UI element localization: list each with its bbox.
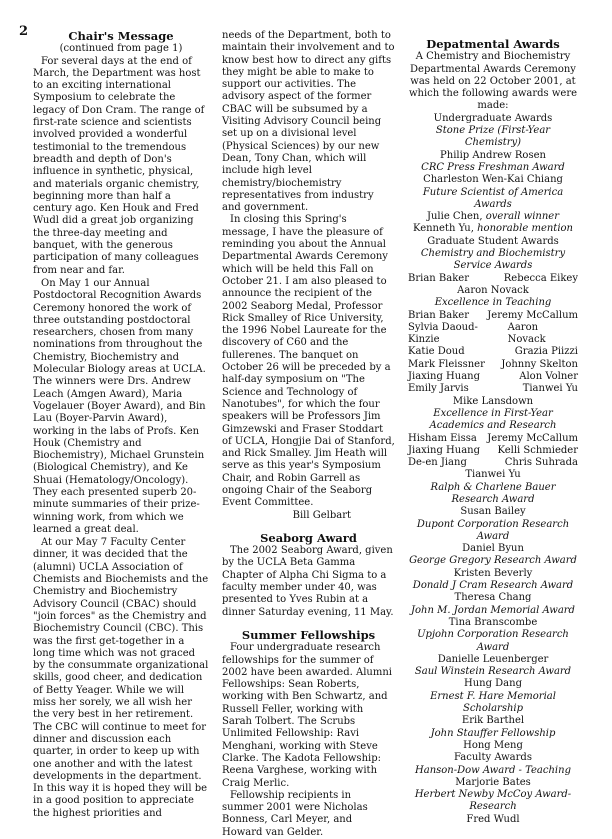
paragraph: For several days at the end of March, the Department was host to an exciting international Symposium to celebrate the legacy of Don Cram. The range of first-rate science and scientists involved provided a wonderful testimonial to the tremendous breadth and depth of Don's influence in synthetic, physical, and materials organic chemistry, beginning more than half a century ago. Ken Houk and Fred Wudl did a great job organizing the three-day meeting and banquet, with the generous participation of many colleagues from near and far. bbox=[33, 55, 205, 276]
recipient-left: Emily Jarvis bbox=[408, 383, 469, 395]
paragraph: needs of the Department, both to maintain their involvement and to know best how to direct any gifts they might be able to make to support our activities. The advisory aspect of the former CBAC will be subsumed by a Visiting Advisory Council being set up on a divisional level (Physical Sciences) by our new Dean, Tony Chan, which will include high level chemistry/biochemistry representatives from industry and government. bbox=[222, 30, 395, 214]
recipient-row bbox=[408, 383, 578, 395]
award-recipient: Susan Bailey bbox=[460, 506, 526, 518]
recipient-right: Chris Suhrada bbox=[504, 457, 578, 469]
awards-heading: Depatmental Awards bbox=[426, 37, 560, 51]
award-title: Excellence in Teaching bbox=[434, 297, 552, 309]
page-number: 2 bbox=[19, 24, 29, 39]
award-title: John M. Jordan Memorial Award bbox=[411, 604, 575, 616]
award-title: CRC Press Freshman Award bbox=[421, 161, 565, 173]
paragraph: Fellowship recipients in summer 2001 were Nicholas Bonness, Carl Meyer, and Howard van Gelder. bbox=[222, 789, 368, 838]
recipient-right: Aaron Novack bbox=[507, 321, 546, 346]
awards-intro: A Chemistry and Biochemistry Departmental Awards Ceremony was held on 22 October 2001, at which the following awards were made: bbox=[408, 51, 578, 112]
recipient-left: Brian Baker bbox=[408, 309, 469, 321]
award-recipient: Hung Dang bbox=[463, 678, 522, 690]
recipient-name: Julie Chen, bbox=[426, 211, 483, 223]
recipient-right: Johnny Skelton bbox=[501, 358, 578, 370]
recipient-row bbox=[408, 346, 578, 358]
recipient-row bbox=[408, 310, 578, 322]
recipient-row bbox=[408, 457, 578, 469]
recipient-right: Jeremy McCallum bbox=[487, 432, 578, 444]
paragraph: At our May 7 Faculty Center dinner, it was decided that the (alumni) UCLA Association of Chemists and Biochemists and the Chemistry and Biochemistry Advisory Council (CBAC) should "join forces" as the Chemistry and Biochemistry Council (CBC). This was the first get-together in a long time which was not graced by the consummate organizational skills, good cheer, and dedication of Betty Yeager. While we will miss her sorely, we all wish her the very best in her retirement. The CBC will continue to meet for dinner and discussion each quarter, in order to keep up with one another and with the latest developments in the department. In this way it is hoped they will be in a good position to appreciate the highest priorities and bbox=[33, 537, 209, 819]
recipient-name: Kenneth Yu, bbox=[413, 223, 474, 235]
recipient-row bbox=[408, 322, 578, 347]
award-recipient: Marjorie Bates bbox=[455, 776, 531, 788]
award-recipient: Hong Meng bbox=[463, 739, 523, 751]
undergrad-heading: Undergraduate Awards bbox=[433, 112, 553, 124]
column-middle bbox=[222, 30, 395, 839]
award-recipient: Erik Barthel bbox=[461, 715, 525, 727]
recipient-row bbox=[408, 273, 578, 285]
award-title: Saul Winstein Research Award bbox=[414, 666, 572, 678]
award-title: Chemistry and Biochemistry Service Awards bbox=[420, 248, 566, 272]
seaborg-paragraph: The 2002 Seaborg Award, given by the UCLA Beta Gamma Chapter of Alpha Chi Sigma to a faculty member under 40, was presented to Yves Rubin at a dinner Saturday evening, 11 May. bbox=[222, 545, 394, 618]
recipient-right: Alon Volner bbox=[519, 371, 578, 383]
paragraph: In closing this Spring's message, I have the pleasure of reminding you about the Annual Departmental Awards Ceremony which will be held this Fall on October 21. I am also pleased to announce the recipient of the 2002 Seaborg Medal, Professor Rick Smalley of Rice University, the 1996 Nobel Laureate for the discovery of C60 and the fullerenes. The banquet on October 26 will be preceded by a half-day symposium on "The Science and Technology of Nanotubes", for which the four speakers will be Professors Jim Gimzewski and Fraser Stoddart of UCLA, Hongjie Dai of Stanford, and Rick Smalley. Jim Heath will serve as this year's Symposium Chair, and Robin Garrell as ongoing Chair of the Seaborg Event Committee. bbox=[222, 214, 395, 509]
recipient-row bbox=[408, 433, 578, 445]
recipient-left: Jiaxing Huang bbox=[408, 444, 480, 456]
award-recipient: Theresa Chang bbox=[454, 592, 532, 604]
award-recipient: Charleston Wen-Kai Chiang bbox=[423, 174, 563, 186]
award-recipient bbox=[408, 211, 578, 223]
chairs-message-heading: Chair's Message bbox=[68, 29, 174, 43]
award-recipient bbox=[408, 223, 578, 235]
grad-heading: Graduate Student Awards bbox=[427, 235, 559, 247]
recipient-left: Hisham Eissa bbox=[408, 432, 477, 444]
award-recipient: Philip Andrew Rosen bbox=[440, 149, 546, 161]
award-title: Donald J Cram Research Award bbox=[412, 580, 574, 592]
recipient-right: Jeremy McCallum bbox=[487, 309, 578, 321]
award-title: George Gregory Research Award bbox=[409, 555, 577, 567]
recipient-right: Tianwei Yu bbox=[522, 383, 578, 395]
paragraph: On May 1 our Annual Postdoctoral Recognition Awards Ceremony honored the work of three outstanding postdoctoral researchers, chosen from many nominations from throughout the Chemistry, Biochemistry and Molecular Biology areas at UCLA. The winners were Drs. Andrew Leach (Amgen Award), Maria Vogelauer (Boyer Award), and Bin Lau (Boyer-Parvin Award), working in the labs of Profs. Ken Houk (Chemistry and Biochemistry), Michael Grunstein (Biological Chemistry), and Ke Shuai (Hematology/Oncology). They each presented superb 20-minute summaries of their prize-winning work, from which we learned a great deal. bbox=[33, 277, 206, 535]
recipient-note: overall winner bbox=[485, 211, 559, 223]
column-chairs-message bbox=[33, 30, 209, 820]
recipient-left: Brian Baker bbox=[408, 272, 469, 284]
award-recipient: Daniel Byun bbox=[462, 543, 524, 555]
recipient-left: Jiaxing Huang bbox=[408, 371, 480, 383]
recipient-left: Mark Fleissner bbox=[408, 358, 485, 370]
faculty-heading: Faculty Awards bbox=[454, 752, 532, 764]
recipient-right: Kelli Schmieder bbox=[497, 444, 578, 456]
award-title: Future Scientist of America Awards bbox=[422, 186, 564, 210]
recipient-left: Sylvia Daoud-Kinzie bbox=[408, 321, 478, 346]
award-recipient: Tianwei Yu bbox=[465, 469, 521, 481]
award-title: John Stauffer Fellowship bbox=[430, 727, 556, 739]
award-recipient: Aaron Novack bbox=[457, 284, 529, 296]
recipient-left: Katie Doud bbox=[408, 346, 465, 358]
award-title: Stone Prize (First-Year Chemistry) bbox=[435, 125, 551, 149]
award-title: Ralph & Charlene Bauer Research Award bbox=[430, 481, 556, 505]
paragraph: Four undergraduate research fellowships for the summer of 2002 have been awarded. Alumni Fellowships: Sean Roberts, working with Ben Schwartz, and Russell Feller, working with Sarah Tolbert. The Scrubs Unlimited Fellowship: Ravi Menghani, working with Steve Clarke. The Kadota Fellowship: Reena Varghese, working with Craig Merlic. bbox=[222, 642, 392, 789]
recipient-row bbox=[408, 371, 578, 383]
signature: Bill Gelbart bbox=[292, 509, 351, 521]
award-recipient: Mike Lansdown bbox=[452, 395, 534, 407]
award-title: Excellence in First-Year Academics and Research bbox=[429, 407, 557, 432]
award-recipient: Kristen Beverly bbox=[453, 567, 533, 579]
column-awards bbox=[408, 38, 578, 826]
recipient-right: Grazia Piizzi bbox=[514, 346, 578, 358]
award-recipient: Danielle Leuenberger bbox=[437, 653, 549, 665]
recipient-left: De-en Jiang bbox=[408, 457, 467, 469]
fellowships-heading: Summer Fellowships bbox=[241, 627, 376, 642]
recipient-right: Rebecca Eikey bbox=[503, 272, 578, 284]
award-recipient: Fred Wudl bbox=[466, 813, 520, 825]
recipient-note: honorable mention bbox=[477, 223, 573, 235]
seaborg-heading: Seaborg Award bbox=[260, 530, 357, 545]
award-title: Dupont Corporation Research Award bbox=[416, 518, 570, 542]
award-recipient: Tina Branscombe bbox=[448, 616, 538, 628]
award-title: Upjohn Corporation Research Award bbox=[417, 629, 569, 653]
recipient-row bbox=[408, 445, 578, 457]
recipient-row bbox=[408, 359, 578, 371]
award-title: Hanson-Dow Award - Teaching bbox=[415, 764, 571, 776]
continued-note: (continued from page 1) bbox=[59, 43, 183, 55]
award-title: Ernest F. Hare Memorial Scholarship bbox=[430, 690, 556, 715]
award-title: Herbert Newby McCoy Award-Research bbox=[414, 789, 572, 813]
